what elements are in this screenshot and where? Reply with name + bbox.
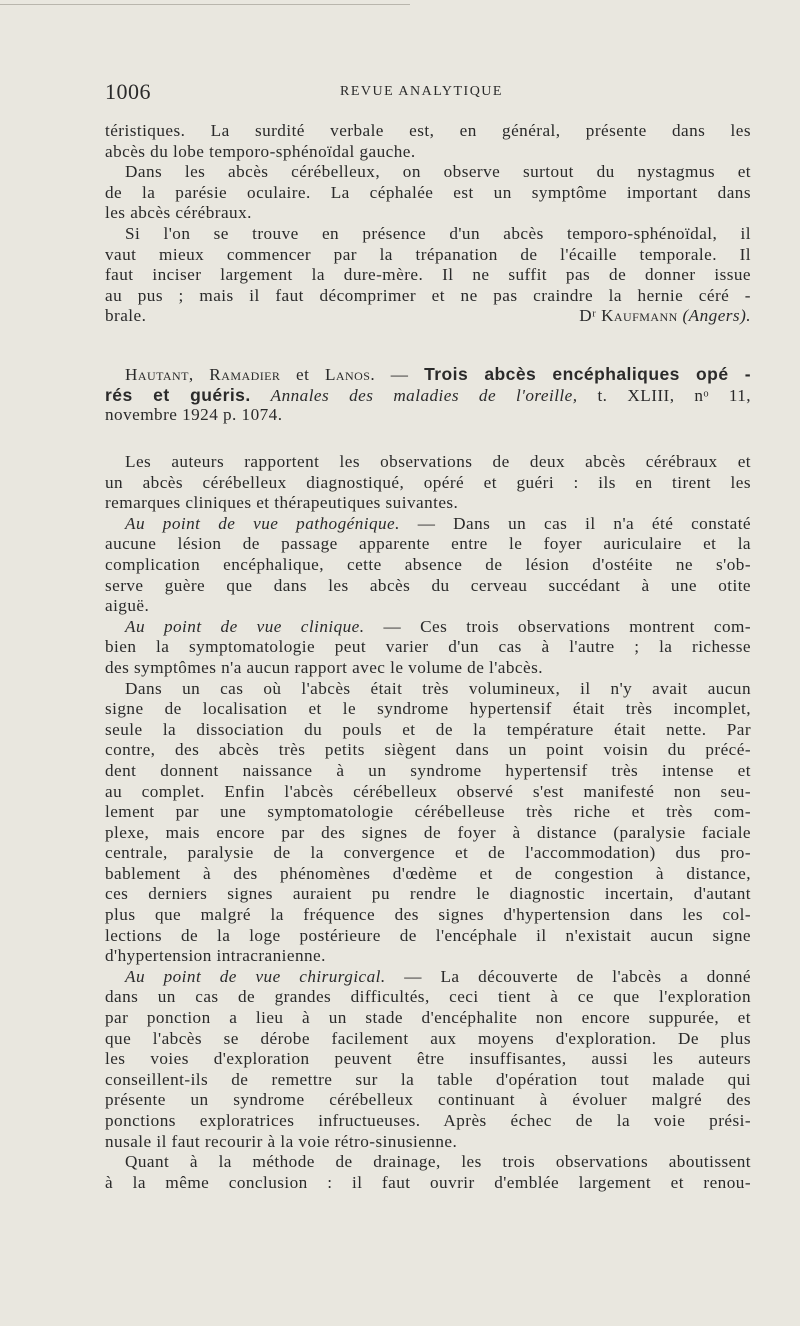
text-run: — Dans un cas il n'a été constaté — [399, 513, 751, 533]
text-line: des symptômes n'a aucun rapport avec le volume de l'abcès. — [105, 657, 543, 677]
page-header — [105, 79, 781, 109]
signature-name: Kaufmann — [601, 306, 678, 326]
text-line: les abcès cérébraux. — [105, 203, 252, 223]
previous-article-text — [105, 121, 751, 327]
text-run: — La découverte de l'abcès a donné — [385, 966, 751, 986]
journal-ref: t. XLIII, nᵒ 11, — [577, 385, 752, 405]
text-line: un abcès cérébelleux diagnostiqué, opéré et guéri : ils en tirent les — [105, 472, 751, 492]
text-line — [105, 306, 751, 327]
text-line: abcès du lobe temporo-sphénoïdal gauche. — [105, 141, 416, 161]
text-line — [105, 514, 751, 535]
authors-last: Lanos — [324, 365, 371, 384]
heading-line — [105, 364, 751, 385]
text-line: au pus ; mais il faut décomprimer et ne pas craindre la hernie céré - — [105, 285, 751, 305]
text-run: — Ces trois observations montrent com- — [364, 616, 751, 636]
text-line: bablement à des phénomènes d'œdème et de congestion à distance, — [105, 863, 751, 883]
text-line — [105, 967, 751, 988]
section-heading: Au point de vue pathogénique. — [125, 513, 400, 533]
text-line: à la même conclusion : il faut ouvrir d'emblée largement et renou- — [105, 1172, 751, 1192]
article-heading — [105, 364, 751, 426]
page-number: 1006 — [105, 79, 151, 104]
text-line: aucune lésion de passage apparente entre le foyer auriculaire et la — [105, 534, 751, 554]
text-line: complication encéphalique, cette absence de lésion d'ostéite ne s'ob- — [105, 554, 751, 574]
text-line: signe de localisation et le syndrome hypertensif était très incomplet, — [105, 699, 751, 719]
text-line: de la parésie oculaire. La céphalée est un symptôme important dans — [105, 182, 751, 202]
text-line: conseillent-ils de remettre sur la table d'opération tout malade qui — [105, 1069, 751, 1089]
text-line: par ponction a lieu à un stade d'encéphalite non encore suppurée, et — [105, 1008, 751, 1028]
text-line: plus que malgré la fréquence des signes d'hypertension dans les col- — [105, 905, 751, 925]
text-line: faut inciser largement la dure-mère. Il ne suffit pas de donner issue — [105, 265, 751, 285]
section-heading: Au point de vue chirurgical. — [125, 966, 386, 986]
text-line: ces derniers signes auraient pu rendre le diagnostic incertain, d'autant — [105, 884, 751, 904]
text-line: plexe, mais encore par des signes de foyer à distance (paralysie faciale — [105, 822, 751, 842]
text-line: lement par une symptomatologie cérébelleuse très riche et très com- — [105, 802, 751, 822]
text-line: bien la symptomatologie peut varier d'un cas à l'autre ; la richesse — [105, 637, 751, 657]
text-line: serve guère que dans les abcès du cerveau succédant à une otite — [105, 575, 751, 595]
heading-line: novembre 1924 p. 1074. — [105, 405, 283, 425]
text-line: vaut mieux commencer par la trépanation de l'écaille temporale. Il — [105, 244, 751, 264]
text-line — [105, 617, 751, 638]
text-line: centrale, paralysie de la convergence et de l'accommodation) dus pro- — [105, 843, 751, 863]
text-line: remarques cliniques et thérapeutiques suivantes. — [105, 493, 459, 513]
text-line: dans un cas de grandes difficultés, ceci tient à ce que l'exploration — [105, 987, 751, 1007]
journal-name: Annales des maladies de l'oreille, — [270, 385, 578, 405]
text-line: les voies d'exploration peuvent être insuffisantes, aussi les auteurs — [105, 1049, 751, 1069]
text-line: seule la dissociation du pouls et de la température était nette. Par — [105, 719, 751, 739]
heading-line — [105, 385, 751, 406]
top-rule — [0, 4, 410, 5]
article-title: Trois abcès encéphaliques opé - — [424, 364, 751, 384]
text-line: contre, des abcès très petits siègent dans un point voisin du précé- — [105, 740, 751, 760]
signature-place: (Angers). — [682, 306, 751, 326]
text-line: aiguë. — [105, 596, 150, 616]
text-line: téristiques. La surdité verbale est, en général, présente dans les — [105, 121, 751, 140]
signature-prefix: Dʳ — [579, 306, 602, 326]
text-line: au complet. Enfin l'abcès cérébelleux observé s'est manifesté non seu- — [105, 781, 751, 801]
authors-separator: . — — [370, 365, 425, 384]
last-word: brale. — [105, 306, 147, 326]
authors: Hautant, Ramadier — [125, 365, 281, 384]
text-line: lections de la loge postérieure de l'encéphale il n'existait aucun signe — [105, 925, 751, 945]
authors-and: et — [280, 365, 325, 384]
text-line: ponctions exploratrices infructueuses. Après échec de la voie prési- — [105, 1111, 751, 1130]
text-line: présente un syndrome cérébelleux continuant à évoluer malgré des — [105, 1090, 751, 1110]
text-line: Les auteurs rapportent les observations de deux abcès cérébraux et — [125, 452, 751, 471]
signature — [579, 306, 751, 327]
text-line: Dans un cas où l'abcès était très volumineux, il n'y avait aucun — [125, 678, 751, 698]
running-title: REVUE ANALYTIQUE — [340, 84, 503, 99]
article-body — [105, 452, 751, 1193]
text-line: que l'abcès se dérobe facilement aux moyens d'exploration. De plus — [105, 1028, 751, 1048]
text-line: dent donnent naissance à un syndrome hypertensif très intense et — [105, 760, 751, 780]
text-line: Dans les abcès cérébelleux, on observe surtout du nystagmus et — [125, 162, 751, 182]
text-line: Quant à la méthode de drainage, les trois observations aboutissent — [125, 1152, 751, 1172]
section-heading: Au point de vue clinique. — [125, 616, 365, 636]
text-line: nusale il faut recourir à la voie rétro-sinusienne. — [105, 1131, 458, 1151]
text-line: d'hypertension intracranienne. — [105, 946, 326, 966]
text-line: Si l'on se trouve en présence d'un abcès temporo-sphénoïdal, il — [125, 223, 751, 243]
article-title-cont: rés et guéris. — [105, 384, 251, 405]
